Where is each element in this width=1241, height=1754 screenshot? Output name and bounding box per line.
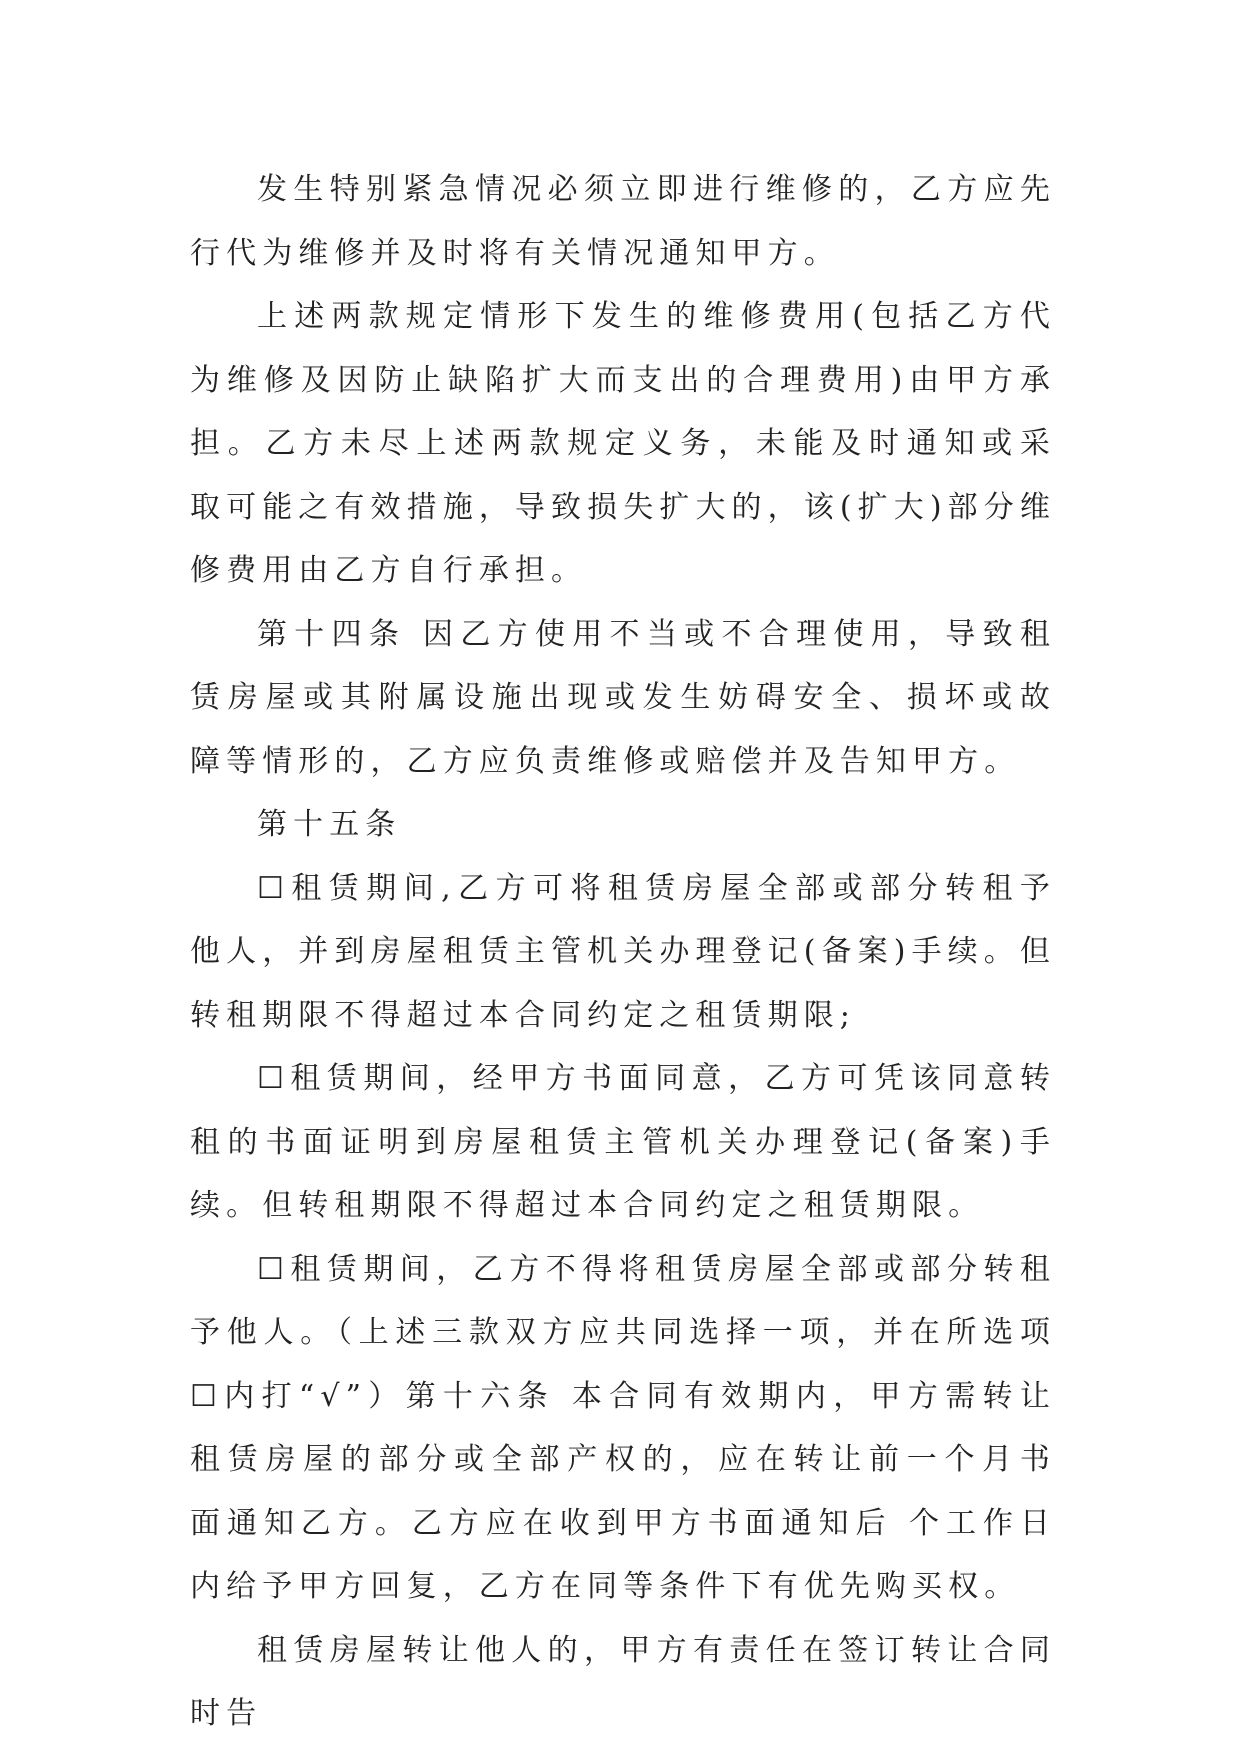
paragraph-sublet-option-1: ☐租赁期间,乙方可将租赁房屋全部或部分转租予他人，并到房屋租赁主管机关办理登记(备案)手续。但转租期限不得超过本合同约定之租赁期限; — [190, 870, 1056, 1033]
paragraph-sublet-option-2: ☐租赁期间，经甲方书面同意，乙方可凭该同意转租的书面证明到房屋租赁主管机关办理登记(备案)手续。但转租期限不得超过本合同约定之租赁期限。 — [190, 1061, 1056, 1223]
paragraph-emergency-repair: 发生特别紧急情况必须立即进行维修的，乙方应先行代为维修并及时将有关情况通知甲方。 — [190, 172, 1056, 271]
paragraph-article-15-heading: 第十五条 — [257, 807, 402, 842]
paragraph-transfer: 租赁房屋转让他人的，甲方有责任在签订转让合同时告 — [190, 1632, 1056, 1731]
paragraph-sublet-option-3-article-16: ☐租赁期间，乙方不得将租赁房屋全部或部分转租予他人。（上述三款双方应共同选择一项，并在所选项☐内打“√”）第十六条 本合同有效期内，甲方需转让租赁房屋的部分或全部产权的，应在转让前一个月书面通知乙方。乙方应在收到甲方书面通知后 个工作日内给予甲方回复，乙方在同等条件下有优先购买权。 — [190, 1251, 1056, 1604]
paragraph-repair-costs: 上述两款规定情形下发生的维修费用(包括乙方代为维修及因防止缺陷扩大而支出的合理费用)由甲方承担。乙方未尽上述两款规定义务，未能及时通知或采取可能之有效措施，导致损失扩大的，该(扩大)部分维修费用由乙方自行承担。 — [190, 299, 1056, 588]
paragraph-article-14: 第十四条 因乙方使用不当或不合理使用，导致租赁房屋或其附属设施出现或发生妨碍安全、损坏或故障等情形的，乙方应负责维修或赔偿并及告知甲方。 — [190, 616, 1056, 779]
document-body — [190, 158, 1056, 1746]
